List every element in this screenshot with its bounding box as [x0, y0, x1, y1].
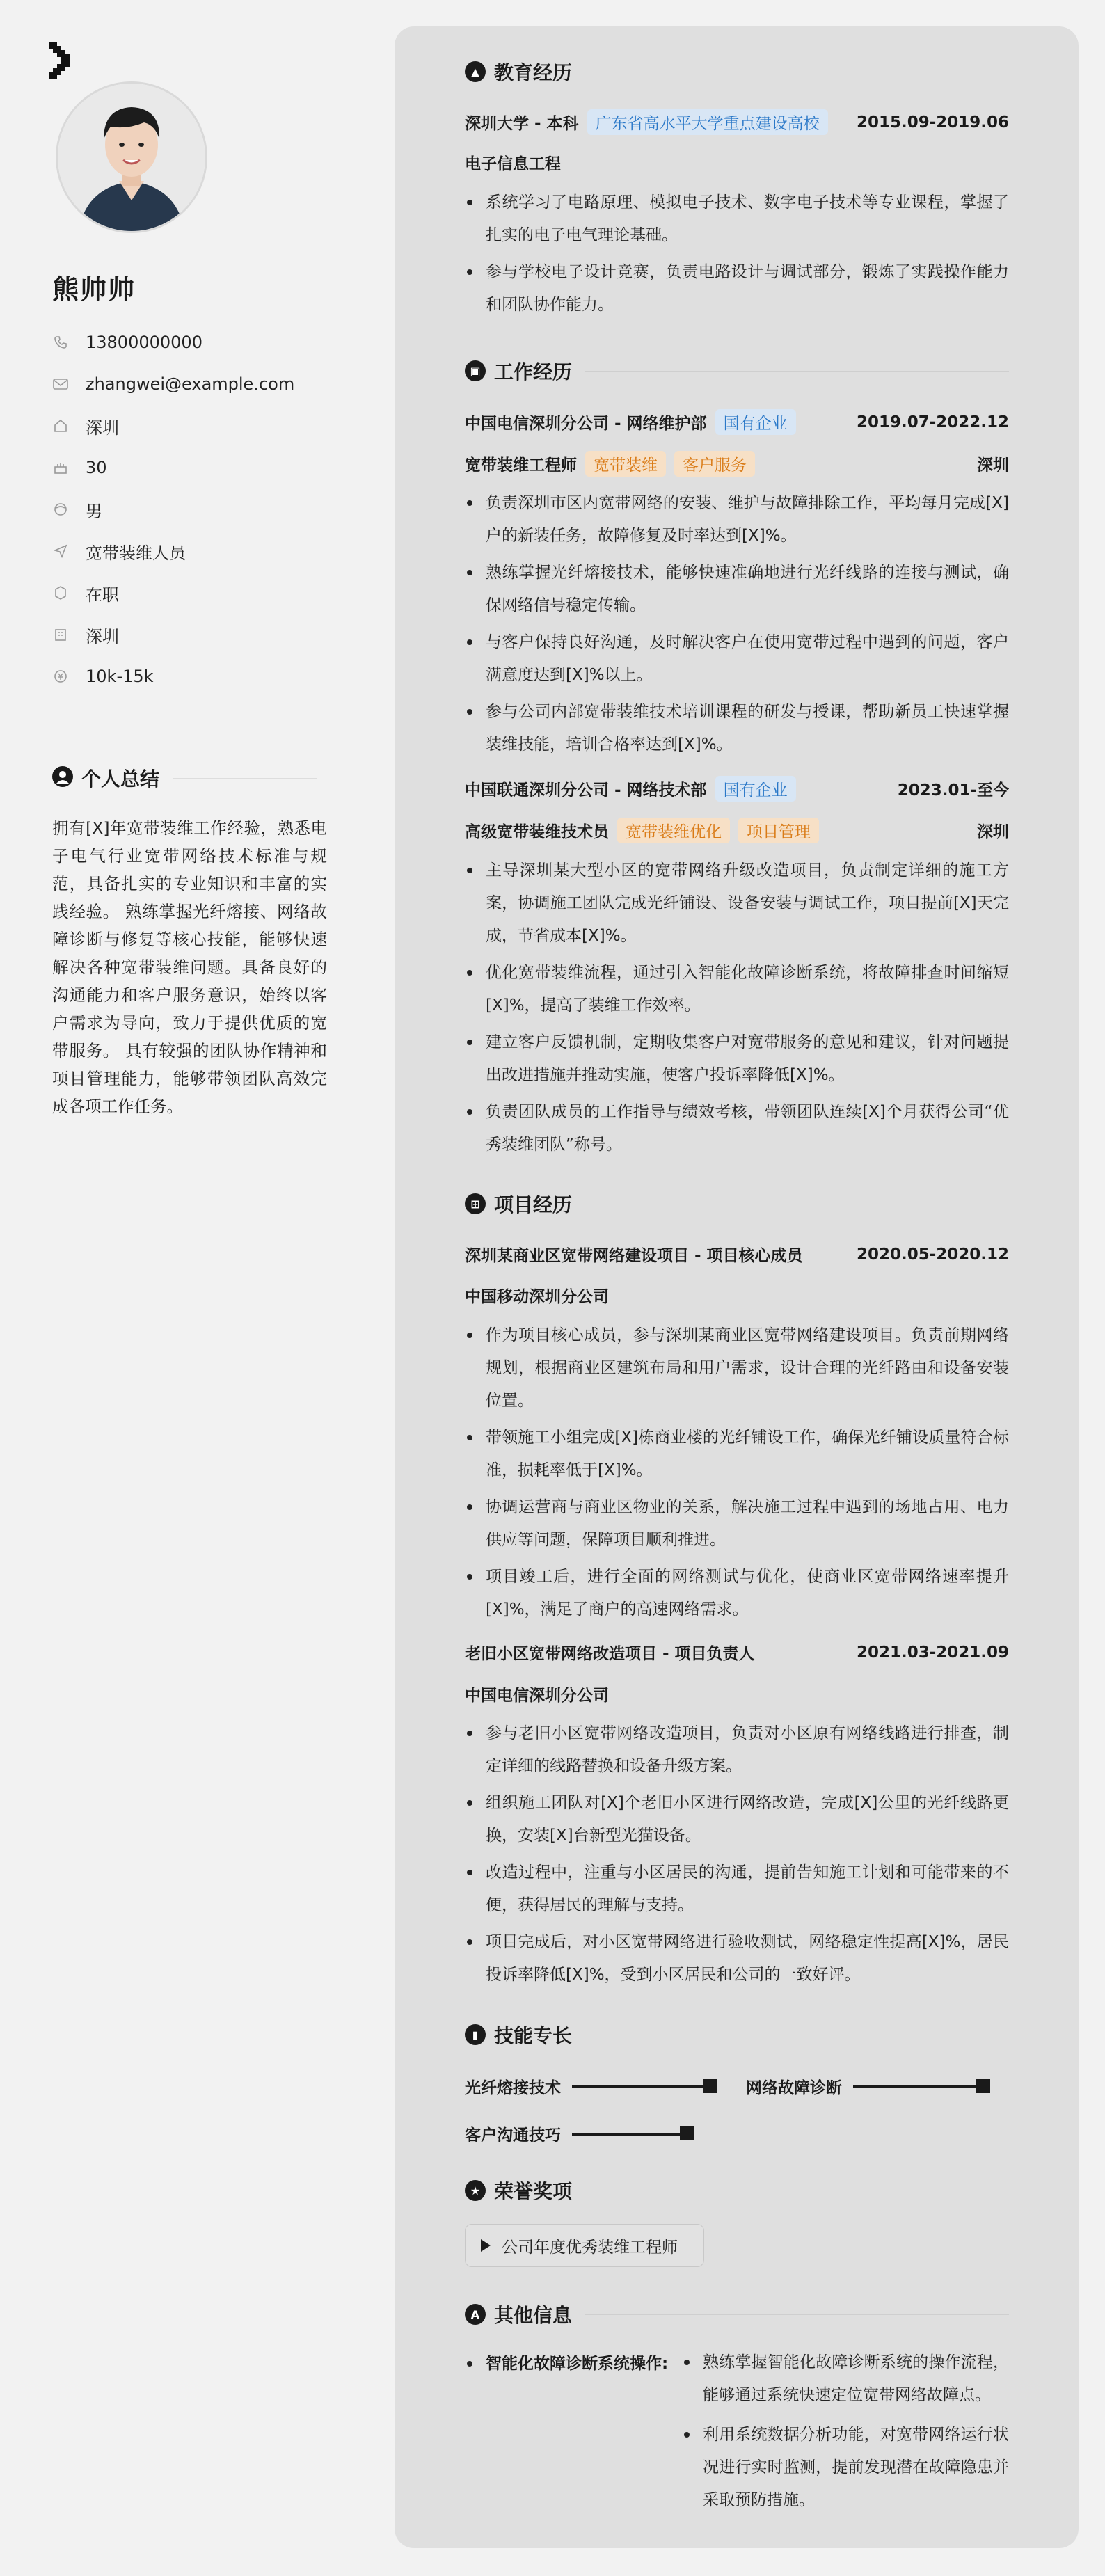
list-item: 改造过程中，注重与小区居民的沟通，提前告知施工计划和可能带来的不便，获得居民的理解与支持。	[465, 1857, 1009, 1922]
skill-tag: 项目管理	[738, 818, 819, 843]
skill-level-marker	[703, 2079, 717, 2093]
company-name: 中国联通深圳分公司 - 网络技术部	[465, 781, 707, 800]
skill-name: 客户沟通技巧	[465, 2126, 561, 2145]
graduation-cap-icon: ▲	[465, 61, 486, 82]
phone-text: 13800000000	[86, 333, 202, 352]
list-item: 优化宽带装维流程，通过引入智能化故障诊断系统，将故障排查时间缩短[X]%，提高了装维工作效率。	[465, 957, 1009, 1022]
building-icon	[52, 626, 69, 643]
other-label	[465, 2351, 668, 2374]
other-bullets	[682, 2346, 1009, 2517]
info-age	[52, 447, 344, 488]
skill-level-bar	[572, 2133, 687, 2136]
divider	[585, 371, 1009, 372]
project-1-bullets	[465, 1319, 1009, 1626]
work-heading	[465, 357, 1009, 385]
list-item: 项目竣工后，进行全面的网络测试与优化，使商业区宽带网络速率提升[X]%，满足了商户的高速网络需求。	[465, 1561, 1009, 1626]
job-role: 宽带装维工程师	[465, 456, 577, 475]
list-item: 负责深圳市区内宽带网络的安装、维护与故障排除工作，平均每月完成[X]户的新装任务，故障修复及时率达到[X]%。	[465, 487, 1009, 552]
list-item: 作为项目核心成员，参与深圳某商业区宽带网络建设项目。负责前期网络规划，根据商业区建筑布局和用户需求，设计合理的光纤路由和设备安装位置。	[465, 1319, 1009, 1417]
age-text: 30	[86, 458, 107, 477]
user-icon	[52, 766, 73, 790]
skills-title: 技能专长	[494, 2024, 573, 2047]
company-name: 中国电信深圳分公司 - 网络维护部	[465, 415, 707, 433]
divider	[585, 2314, 1009, 2315]
send-icon	[52, 543, 69, 559]
job-1-role-row	[465, 451, 1009, 477]
job-city: 深圳	[977, 456, 1009, 475]
position-text: 宽带装维人员	[86, 543, 186, 563]
skill-name: 网络故障诊断	[746, 2079, 842, 2097]
skill-tag: 客户服务	[674, 451, 755, 477]
avatar	[56, 81, 207, 233]
divider	[173, 778, 317, 779]
info-status	[52, 572, 344, 614]
school-name: 深圳大学 - 本科	[465, 115, 579, 133]
skill-level-bar	[572, 2085, 710, 2088]
info-position	[52, 530, 344, 572]
list-item: 参与老旧小区宽带网络改造项目，负责对小区原有网络线路进行排查，制定详细的线路替换和设备升级方案。	[465, 1717, 1009, 1783]
education-bullets	[465, 186, 1009, 321]
badge-icon	[52, 585, 69, 601]
info-city	[52, 405, 344, 447]
work-title: 工作经历	[494, 360, 573, 383]
email-text: zhangwei@example.com	[86, 374, 295, 394]
info-expected-city	[52, 614, 344, 655]
other-title: 其他信息	[494, 2304, 573, 2327]
project-2-bullets	[465, 1717, 1009, 1991]
project-name: 老旧小区宽带网络改造项目 - 项目负责人	[465, 1645, 755, 1663]
project-name: 深圳某商业区宽带网络建设项目 - 项目核心成员	[465, 1247, 803, 1265]
info-email	[52, 363, 344, 405]
grid-icon: ⊞	[465, 1193, 486, 1214]
logo-chevron-icon	[46, 42, 74, 81]
major: 电子信息工程	[465, 155, 561, 173]
job-city: 深圳	[977, 823, 1009, 841]
education-title: 教育经历	[494, 61, 573, 84]
skill-level-bar	[853, 2085, 983, 2088]
candidate-name: 熊帅帅	[52, 274, 136, 305]
list-item: 与客户保持良好沟通，及时解决客户在使用宽带过程中遇到的问题，客户满意度达到[X]%以上。	[465, 626, 1009, 692]
list-item: 项目完成后，对小区宽带网络进行验收测试，网络稳定性提高[X]%，居民投诉率降低[X]%，受到小区居民和公司的一致好评。	[465, 1926, 1009, 1991]
briefcase-icon: ▣	[465, 360, 486, 381]
skill-name: 光纤熔接技术	[465, 2079, 561, 2097]
skill-tag: 宽带装维优化	[617, 818, 730, 843]
list-item: 熟练掌握智能化故障诊断系统的操作流程，能够通过系统快速定位宽带网络故障点。	[682, 2346, 1009, 2412]
job-2-role-row	[465, 818, 1009, 843]
skill-tag: 宽带装维	[585, 451, 666, 477]
contact-info	[52, 321, 344, 697]
job-1-bullets	[465, 487, 1009, 761]
job-date: 2019.07-2022.12	[856, 413, 1009, 431]
project-1-row	[465, 1243, 1009, 1266]
expected-city-text: 深圳	[86, 626, 119, 646]
list-item: 协调运营商与商业区物业的关系，解决施工过程中遇到的场地占用、电力供应等问题，保障项目顺利推进。	[465, 1491, 1009, 1557]
job-date: 2023.01-至今	[897, 781, 1009, 800]
list-item: 熟练掌握光纤熔接技术，能够快速准确地进行光纤线路的连接与测试，确保网络信号稳定传输。	[465, 557, 1009, 622]
other-heading	[465, 2300, 1009, 2328]
info-gender	[52, 488, 344, 530]
list-item: 参与公司内部宽带装维技术培训课程的研发与授课，帮助新员工快速掌握装维技能，培训合格率达到[X]%。	[465, 696, 1009, 761]
projects-heading	[465, 1190, 1009, 1218]
project-org: 中国电信深圳分公司	[465, 1687, 609, 1705]
summary-text: 拥有[X]年宽带装维工作经验，熟悉电子电气行业宽带网络技术标准与规范，具备扎实的专业知识和丰富的实践经验。 熟练掌握光纤熔接、网络故障诊断与修复等核心技能，能够快速解决各种宽带装维问题。具备良好的沟通能力和客户服务意识，始终以客户需求为导向，致力于提供优质的宽带服务。 具有较强的团队协作精神和项目管理能力，能够带领团队高效完成各项工作任务。	[52, 818, 327, 1116]
bar-chart-icon: ▮	[465, 2024, 486, 2045]
list-item: 主导深圳某大型小区的宽带网络升级改造项目，负责制定详细的施工方案，协调施工团队完成光纤铺设、设备安装与调试工作，项目提前[X]天完成，节省成本[X]%。	[465, 854, 1009, 953]
project-1-org-row	[465, 1284, 1009, 1307]
cake-icon	[52, 459, 69, 476]
info-icon: A	[465, 2304, 486, 2325]
list-item: 参与学校电子设计竞赛，负责电路设计与调试部分，锻炼了实践操作能力和团队协作能力。	[465, 256, 1009, 321]
other-label-text: 智能化故障诊断系统操作:	[486, 2355, 669, 2373]
trophy-icon: ★	[465, 2180, 486, 2201]
list-item: 系统学习了电路原理、模拟电子技术、数字电子技术等专业课程，掌握了扎实的电子电气理论基础。	[465, 186, 1009, 252]
honors-title: 荣誉奖项	[494, 2180, 573, 2203]
list-item: 带领施工小组完成[X]栋商业楼的光纤铺设工作，确保光纤铺设质量符合标准，损耗率低于[X]%。	[465, 1422, 1009, 1487]
status-text: 在职	[86, 585, 119, 605]
gender-icon	[52, 501, 69, 518]
list-item: 建立客户反馈机制，定期收集客户对宽带服务的意见和建议，针对问题提出改进措施并推动实施，使客户投诉率降低[X]%。	[465, 1026, 1009, 1092]
project-org: 中国移动深圳分公司	[465, 1288, 609, 1306]
money-icon	[52, 668, 69, 685]
summary-title: 个人总结	[81, 768, 160, 790]
honors-heading	[465, 2177, 1009, 2204]
honor-item	[465, 2224, 704, 2267]
education-heading	[465, 58, 1009, 86]
job-role: 高级宽带装维技术员	[465, 823, 609, 841]
skills-heading	[465, 2021, 1009, 2049]
mail-icon	[52, 376, 69, 392]
skill-2	[746, 2075, 983, 2098]
project-2-org-row	[465, 1683, 1009, 1706]
left-column	[0, 0, 390, 2576]
project-date: 2020.05-2020.12	[856, 1245, 1009, 1264]
job-1-company-row	[465, 409, 1009, 435]
list-item: 组织施工团队对[X]个老旧小区进行网络改造，完成[X]公里的光纤线路更换，安装[X]台新型光猫设备。	[465, 1787, 1009, 1852]
job-2-company-row	[465, 776, 1009, 802]
home-icon	[52, 418, 69, 434]
list-item: 利用系统数据分析功能，对宽带网络运行状况进行实时监测，提前发现潜在故障隐患并采取预防措施。	[682, 2419, 1009, 2517]
company-tag: 国有企业	[715, 776, 796, 802]
project-date: 2021.03-2021.09	[856, 1643, 1009, 1662]
job-2-bullets	[465, 854, 1009, 1161]
project-2-row	[465, 1641, 1009, 1664]
info-salary	[52, 655, 344, 697]
salary-text: 10k-15k	[86, 667, 154, 686]
city-text: 深圳	[86, 418, 119, 438]
education-date: 2015.09-2019.06	[856, 113, 1009, 132]
skill-level-marker	[976, 2079, 990, 2093]
projects-title: 项目经历	[494, 1193, 573, 1216]
play-icon	[481, 2239, 491, 2252]
education-major-row	[465, 151, 1009, 174]
info-phone	[52, 321, 344, 363]
skill-1	[465, 2075, 710, 2098]
skill-level-marker	[680, 2126, 694, 2140]
phone-icon	[52, 334, 69, 351]
list-item: 负责团队成员的工作指导与绩效考核，带领团队连续[X]个月获得公司“优秀装维团队”称号。	[465, 1096, 1009, 1161]
honor-text: 公司年度优秀装维工程师	[502, 2238, 678, 2257]
summary-heading	[52, 764, 317, 792]
skill-3	[465, 2122, 687, 2145]
company-tag: 国有企业	[715, 409, 796, 435]
school-tag: 广东省高水平大学重点建设高校	[587, 109, 828, 135]
education-school-row	[465, 109, 1009, 135]
gender-text: 男	[86, 501, 102, 521]
